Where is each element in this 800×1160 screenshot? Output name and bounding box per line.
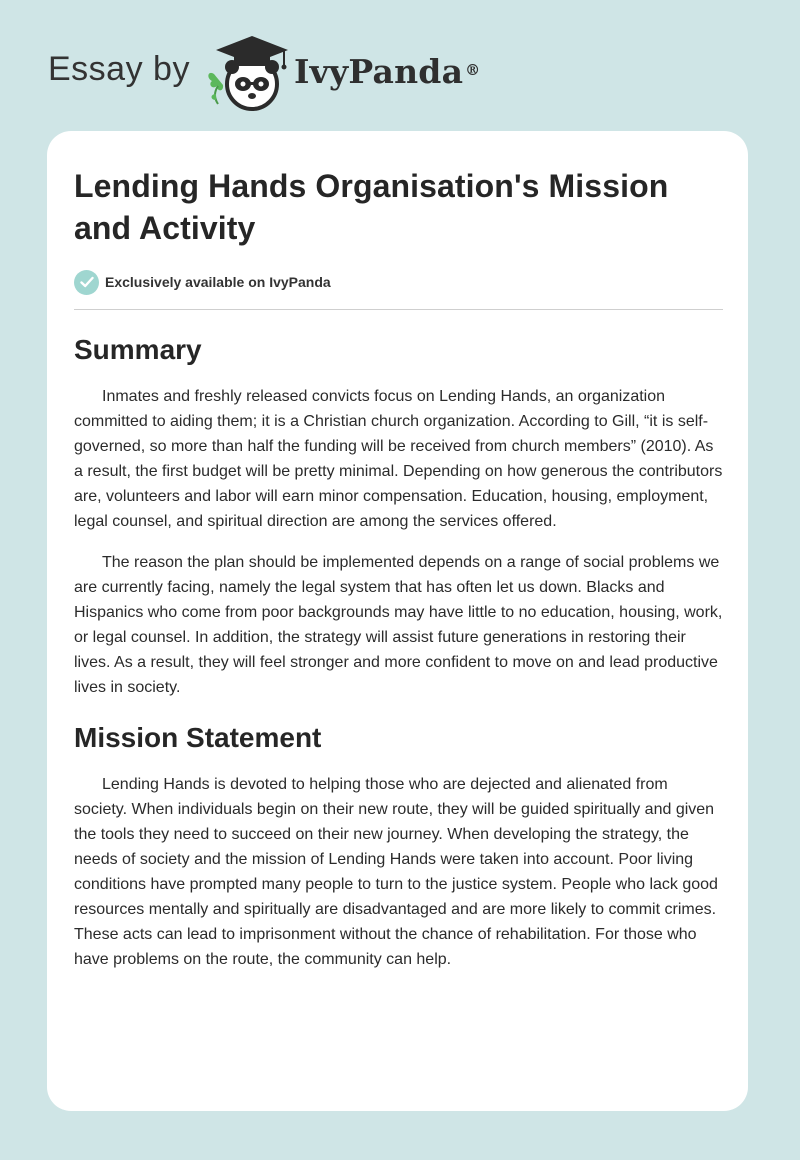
checkmark-icon xyxy=(74,270,99,295)
panda-graduate-icon[interactable] xyxy=(200,34,296,112)
exclusive-badge xyxy=(74,269,723,295)
divider xyxy=(74,309,723,310)
section-heading-summary: Summary xyxy=(74,334,202,365)
mission-paragraph-1: Lending Hands is devoted to helping those who are dejected and alienated from society. When individuals begin on their new route, they will be guided spiritually and given the tools they need to succeed on their new journey. When developing the strategy, the needs of society and the mission of Lending Hands were taken into account. Poor living conditions have prompted many people to turn to the justice system. People who lack good resources mentally and spiritually are disadvantaged and are more likely to commit crimes. These acts can lead to imprisonment without the chance of rehabilitation. For those who have problems on the route, the community can help. xyxy=(74,776,718,968)
essay-by-label: Essay by xyxy=(48,50,190,88)
site-header xyxy=(0,0,800,120)
summary-paragraph-2: The reason the plan should be implemented depends on a range of social problems we are currently facing, namely the legal system that has often let us down. Blacks and Hispanics who come from poor backgrounds may have little to no education, housing, work, or legal counsel. In addition, the strategy will assist future generations in restoring their lives. As a result, they will feel stronger and more confident to move on and lead productive lives in society. xyxy=(74,554,723,696)
badge-label: Exclusively available on IvyPanda xyxy=(105,274,331,290)
section-heading-mission: Mission Statement xyxy=(74,722,322,753)
essay-card xyxy=(47,131,748,1111)
page-title: Lending Hands Organisation's Mission and Activity xyxy=(74,168,669,246)
brand-logo-text[interactable]: IvyPanda ® xyxy=(294,52,481,91)
ivy-leaf-icon xyxy=(208,73,223,104)
summary-paragraph-1: Inmates and freshly released convicts focus on Lending Hands, an organization committed to aiding them; it is a Christian church organization. According to Gill, “it is self-governed, so more than half the funding will be received from church members” (2010). As a result, the first budget will be pretty minimal. Depending on how generous the contributors are, volunteers and labor will earn minor compensation. Education, housing, employment, legal counsel, and spiritual direction are among the services offered. xyxy=(74,388,723,530)
essay-content xyxy=(74,165,723,972)
